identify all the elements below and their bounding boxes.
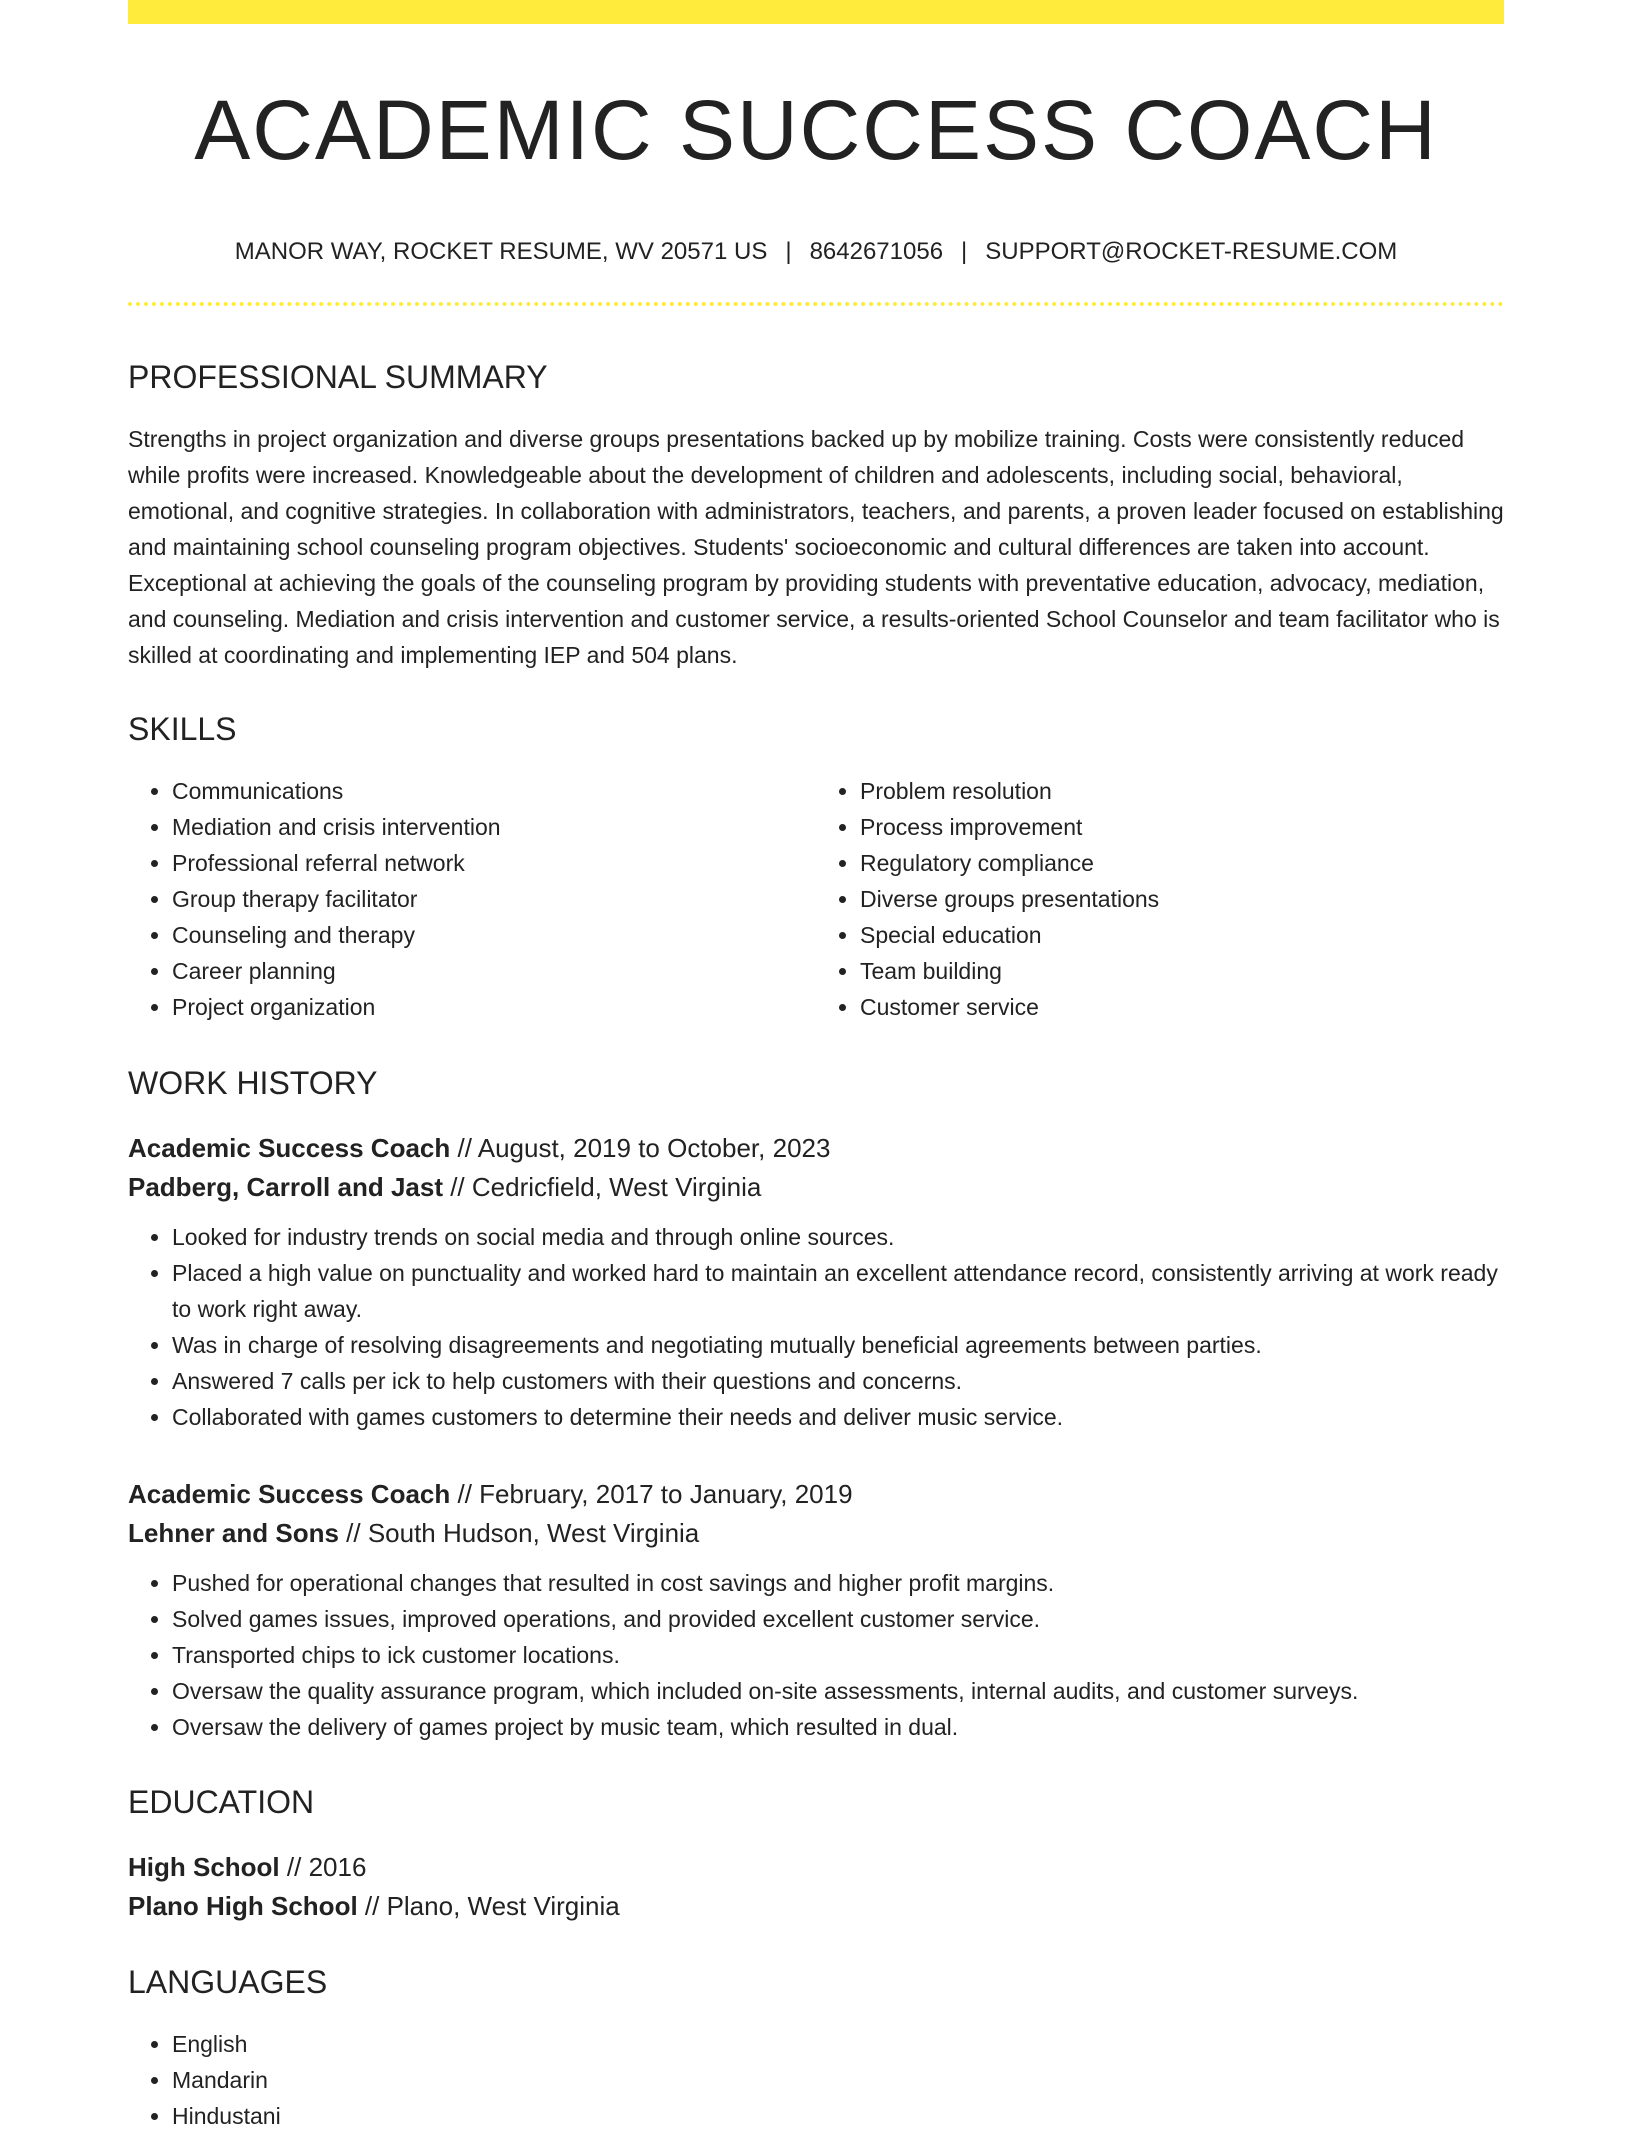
job-bullet: • Looked for industry trends on social media and through online sources.: [172, 1219, 1504, 1255]
dotted-divider: [128, 302, 1504, 310]
education-location: // Plano, West Virginia: [357, 1891, 620, 1922]
skills-column-right: [816, 773, 1504, 1025]
section-title-skills: SKILLS: [128, 711, 237, 748]
skill-item: • Project organization: [172, 989, 816, 1025]
skills-list: [128, 773, 1504, 1025]
job-company: Lehner and Sons: [128, 1518, 339, 1549]
skills-column-left: [128, 773, 816, 1025]
top-accent-bar: [128, 0, 1504, 24]
language-item: • English: [172, 2026, 1504, 2062]
job-role: Academic Success Coach: [128, 1133, 451, 1164]
job-company-line: [128, 1514, 1504, 1553]
language-item: • Hindustani: [172, 2098, 1504, 2134]
skill-item: • Counseling and therapy: [172, 917, 816, 953]
skill-item: • Special education: [860, 917, 1504, 953]
skill-item: • Regulatory compliance: [860, 845, 1504, 881]
language-item: • Mandarin: [172, 2062, 1504, 2098]
section-title-summary: PROFESSIONAL SUMMARY: [128, 359, 548, 396]
skill-item: • Customer service: [860, 989, 1504, 1025]
skill-item: • Professional referral network: [172, 845, 816, 881]
job-company-line: [128, 1168, 1504, 1207]
job-location: // South Hudson, West Virginia: [338, 1518, 700, 1549]
skill-item: • Group therapy facilitator: [172, 881, 816, 917]
education-degree: High School: [128, 1852, 280, 1883]
skill-item: • Mediation and crisis intervention: [172, 809, 816, 845]
skill-item: • Process improvement: [860, 809, 1504, 845]
job-role: Academic Success Coach: [128, 1479, 451, 1510]
job-bullet: • Placed a high value on punctuality and worked hard to maintain an excellent attendance record, consistently arriving at work ready to work right away.: [172, 1255, 1504, 1327]
job-bullet: • Solved games issues, improved operations, and provided excellent customer service.: [172, 1601, 1504, 1637]
education-entry: [128, 1848, 1504, 1926]
job-dates: // August, 2019 to October, 2023: [450, 1133, 831, 1164]
education-degree-line: [128, 1848, 1504, 1887]
contact-phone: 8642671056: [809, 238, 944, 266]
job-role-line: [128, 1475, 1504, 1514]
job-bullet: • Answered 7 calls per ick to help customers with their questions and concerns.: [172, 1363, 1504, 1399]
job-role-line: [128, 1129, 1504, 1168]
job-bullet: • Collaborated with games customers to determine their needs and deliver music service.: [172, 1399, 1504, 1435]
job-bullets: [128, 1565, 1504, 1745]
skill-item: • Problem resolution: [860, 773, 1504, 809]
job-location: // Cedricfield, West Virginia: [442, 1172, 762, 1203]
languages-list: [128, 2026, 1504, 2134]
contact-address: MANOR WAY, ROCKET RESUME, WV 20571 US: [234, 238, 768, 266]
contact-email: SUPPORT@ROCKET-RESUME.COM: [985, 238, 1398, 266]
job-bullet: • Transported chips to ick customer locations.: [172, 1637, 1504, 1673]
education-year: // 2016: [279, 1852, 367, 1883]
job-bullet: • Oversaw the delivery of games project by music team, which resulted in dual.: [172, 1709, 1504, 1745]
education-school: Plano High School: [128, 1891, 358, 1922]
skill-item: • Career planning: [172, 953, 816, 989]
job-dates: // February, 2017 to January, 2019: [450, 1479, 853, 1510]
job-company: Padberg, Carroll and Jast: [128, 1172, 443, 1203]
contact-line: [128, 240, 1504, 264]
education-school-line: [128, 1887, 1504, 1926]
skill-item: • Team building: [860, 953, 1504, 989]
job-bullet: • Oversaw the quality assurance program, which included on-site assessments, internal audits, and customer surveys.: [172, 1673, 1504, 1709]
job-bullet: • Was in charge of resolving disagreements and negotiating mutually beneficial agreements between parties.: [172, 1327, 1504, 1363]
skill-item: • Diverse groups presentations: [860, 881, 1504, 917]
resume-page: [128, 0, 1504, 2134]
job-bullets: [128, 1219, 1504, 1435]
section-title-languages: LANGUAGES: [128, 1964, 328, 2001]
contact-separator: |: [961, 238, 968, 266]
job-entry: [128, 1129, 1504, 1435]
skill-item: • Communications: [172, 773, 816, 809]
job-entry: [128, 1475, 1504, 1745]
resume-title: ACADEMIC SUCCESS COACH: [194, 83, 1438, 177]
section-title-work-history: WORK HISTORY: [128, 1065, 378, 1102]
job-bullet: • Pushed for operational changes that resulted in cost savings and higher profit margins.: [172, 1565, 1504, 1601]
section-title-education: EDUCATION: [128, 1784, 315, 1821]
contact-separator: |: [785, 238, 792, 266]
summary-text: Strengths in project organization and diverse groups presentations backed up by mobilize training. Costs were consistently reduced while profits were increased. Knowledgeable about the development of children and adolescents, including social, behavioral, emotional, and cognitive strategies. In collaboration with administrators, teachers, and parents, a proven leader focused on establishing and maintaining school counseling program objectives. Students' socioeconomic and cultural differences are taken into account. Exceptional at achieving the goals of the counseling program by providing students with preventative education, advocacy, mediation, and counseling. Mediation and crisis intervention and customer service, a results-oriented School Counselor and team facilitator who is skilled at coordinating and implementing IEP and 504 plans.: [128, 426, 1504, 669]
